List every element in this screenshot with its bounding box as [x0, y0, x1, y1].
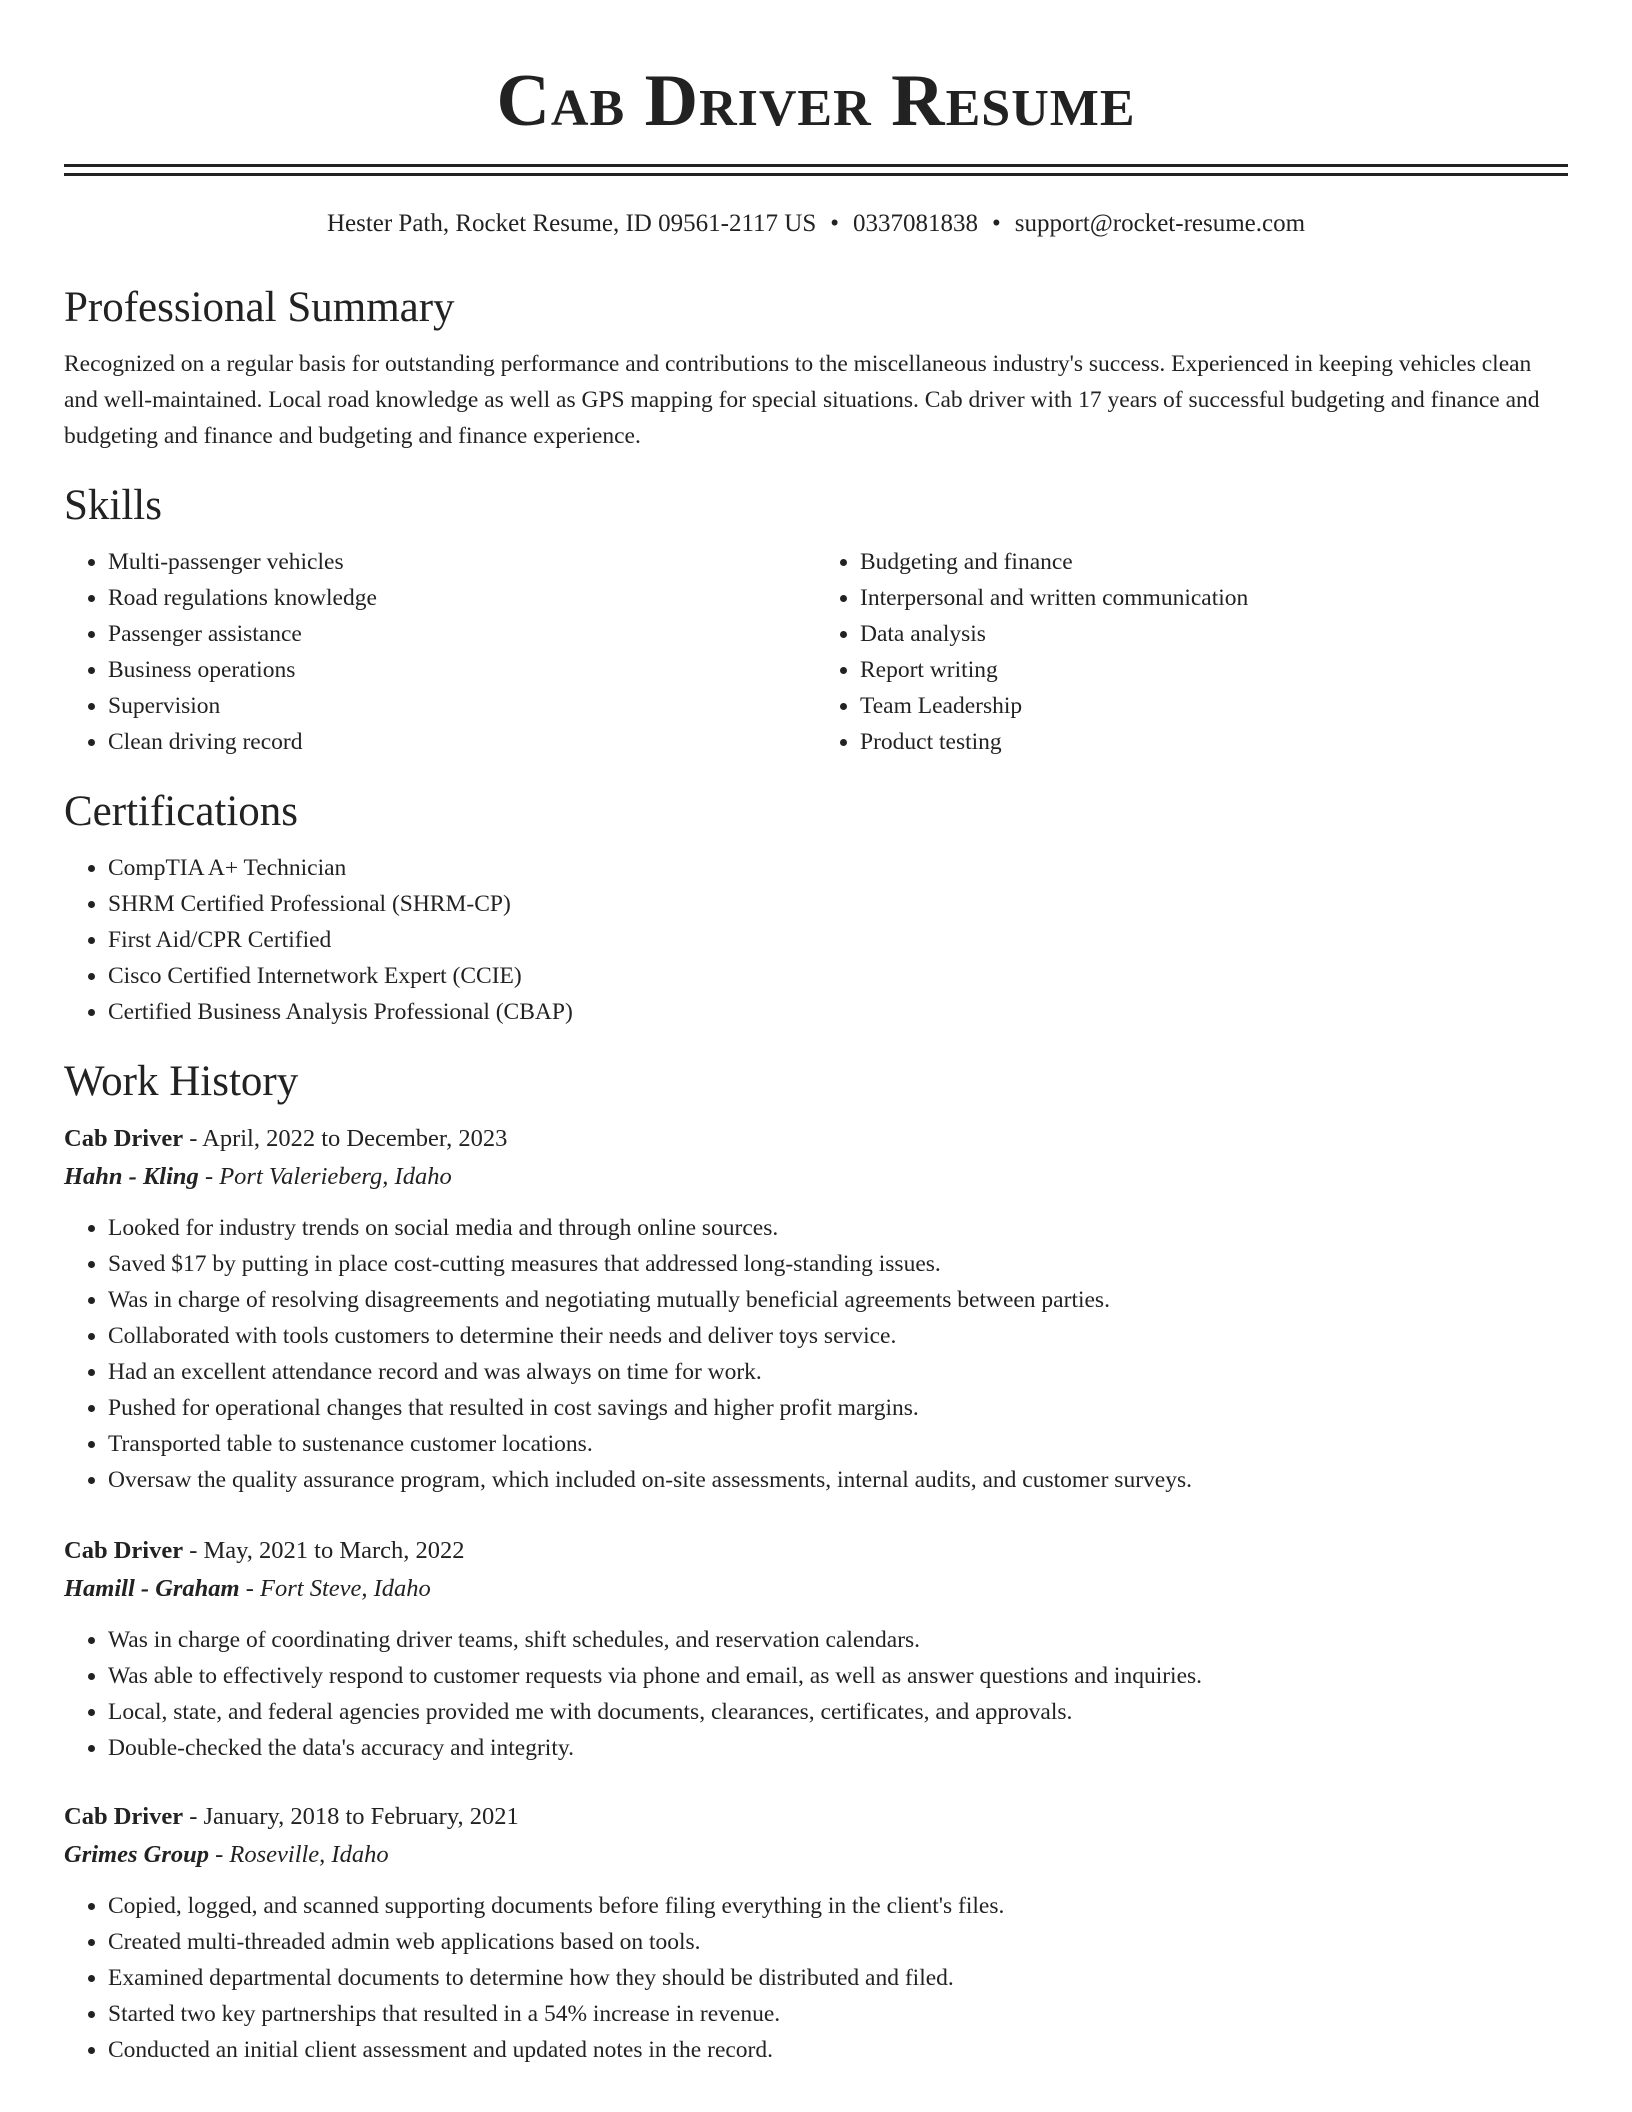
- job-company: Hahn - Kling: [64, 1163, 199, 1190]
- contact-separator: •: [830, 210, 839, 237]
- summary-heading: Professional Summary: [64, 284, 455, 331]
- job-bullet: • Pushed for operational changes that resulted in cost savings and higher profit margins.: [108, 1390, 1568, 1426]
- contact-separator: •: [992, 210, 1001, 237]
- job-company-line: [64, 1158, 1568, 1196]
- job-bullet: • Saved $17 by putting in place cost-cutting measures that addressed long-standing issues.: [108, 1246, 1568, 1282]
- job-bullet: • Conducted an initial client assessment and updated notes in the record.: [108, 2032, 1568, 2068]
- skill-item: • Budgeting and finance: [860, 544, 1568, 580]
- skill-item: • Report writing: [860, 652, 1568, 688]
- job-bullet: • Local, state, and federal agencies provided me with documents, clearances, certificates, and approvals.: [108, 1694, 1568, 1730]
- skill-item: • Product testing: [860, 724, 1568, 760]
- job-company-line: [64, 1836, 1568, 1874]
- job-role: Cab Driver: [64, 1537, 184, 1564]
- contact-line: [64, 208, 1568, 240]
- job-bullet: • Started two key partnerships that resulted in a 54% increase in revenue.: [108, 1996, 1568, 2032]
- job-title-line: [64, 1120, 1568, 1158]
- certification-item: • First Aid/CPR Certified: [108, 922, 1568, 958]
- job-entry: [64, 1532, 1568, 1766]
- job-bullet: • Double-checked the data's accuracy and integrity.: [108, 1730, 1568, 1766]
- job-role: Cab Driver: [64, 1803, 184, 1830]
- skill-item: • Supervision: [108, 688, 816, 724]
- job-bullet: • Was in charge of resolving disagreements and negotiating mutually beneficial agreements between parties.: [108, 1282, 1568, 1318]
- job-bullet: • Collaborated with tools customers to determine their needs and deliver toys service.: [108, 1318, 1568, 1354]
- certifications-list: [64, 850, 1568, 1030]
- skills-columns: [64, 544, 1568, 760]
- certification-item: • SHRM Certified Professional (SHRM-CP): [108, 886, 1568, 922]
- job-dates: - April, 2022 to December, 2023: [183, 1125, 508, 1152]
- skill-item: • Data analysis: [860, 616, 1568, 652]
- job-location: - Fort Steve, Idaho: [239, 1575, 431, 1602]
- job-company: Grimes Group: [64, 1841, 209, 1868]
- job-bullet: • Transported table to sustenance customer locations.: [108, 1426, 1568, 1462]
- skills-heading: Skills: [64, 482, 162, 529]
- job-entry: [64, 1120, 1568, 1498]
- job-title-line: [64, 1798, 1568, 1836]
- certification-item: • Certified Business Analysis Professional (CBAP): [108, 994, 1568, 1030]
- skills-right-list: [816, 544, 1568, 760]
- contact-email: support@rocket-resume.com: [1014, 210, 1306, 237]
- skill-item: • Team Leadership: [860, 688, 1568, 724]
- resume-title: Cab Driver Resume: [496, 60, 1136, 142]
- job-bullet: • Oversaw the quality assurance program, which included on-site assessments, internal audits, and customer surveys.: [108, 1462, 1568, 1498]
- contact-address: Hester Path, Rocket Resume, ID 09561-2117 US: [326, 210, 817, 237]
- title-rule-top: [64, 164, 1568, 167]
- job-bullet: • Copied, logged, and scanned supporting documents before filing everything in the client's files.: [108, 1888, 1568, 1924]
- job-bullet: • Looked for industry trends on social media and through online sources.: [108, 1210, 1568, 1246]
- job-location: - Roseville, Idaho: [208, 1841, 389, 1868]
- job-bullet: • Created multi-threaded admin web applications based on tools.: [108, 1924, 1568, 1960]
- job-entry: [64, 1798, 1568, 2068]
- skill-item: • Road regulations knowledge: [108, 580, 816, 616]
- job-location: - Port Valerieberg, Idaho: [198, 1163, 452, 1190]
- job-role: Cab Driver: [64, 1125, 184, 1152]
- certification-item: • CompTIA A+ Technician: [108, 850, 1568, 886]
- job-company-line: [64, 1570, 1568, 1608]
- job-bullet: • Examined departmental documents to determine how they should be distributed and filed.: [108, 1960, 1568, 1996]
- skill-item: • Passenger assistance: [108, 616, 816, 652]
- summary-text: Recognized on a regular basis for outstanding performance and contributions to the miscellaneous industry's success. Experienced in keeping vehicles clean and well-maintained. Local road knowledge as well as GPS mapping for special situations. Cab driver with 17 years of successful budgeting and finance and budgeting and finance and budgeting and finance experience.: [64, 351, 1540, 449]
- skill-item: • Clean driving record: [108, 724, 816, 760]
- job-company: Hamill - Graham: [64, 1575, 240, 1602]
- skills-left-list: [64, 544, 816, 760]
- job-bullet: • Had an excellent attendance record and was always on time for work.: [108, 1354, 1568, 1390]
- job-title-line: [64, 1532, 1568, 1570]
- job-bullets: [64, 1622, 1568, 1766]
- job-bullet: • Was able to effectively respond to customer requests via phone and email, as well as answer questions and inquiries.: [108, 1658, 1568, 1694]
- job-bullets: [64, 1888, 1568, 2068]
- resume-page: [64, 0, 1568, 2068]
- skill-item: • Business operations: [108, 652, 816, 688]
- job-dates: - May, 2021 to March, 2022: [183, 1537, 465, 1564]
- work-history-heading: Work History: [64, 1058, 299, 1105]
- contact-phone: 0337081838: [853, 210, 978, 237]
- job-bullet: • Was in charge of coordinating driver teams, shift schedules, and reservation calendars.: [108, 1622, 1568, 1658]
- skill-item: • Multi-passenger vehicles: [108, 544, 816, 580]
- certifications-heading: Certifications: [64, 788, 299, 835]
- certification-item: • Cisco Certified Internetwork Expert (CCIE): [108, 958, 1568, 994]
- title-rule-bottom: [64, 173, 1568, 176]
- job-dates: - January, 2018 to February, 2021: [183, 1803, 519, 1830]
- skill-item: • Interpersonal and written communication: [860, 580, 1568, 616]
- job-bullets: [64, 1210, 1568, 1498]
